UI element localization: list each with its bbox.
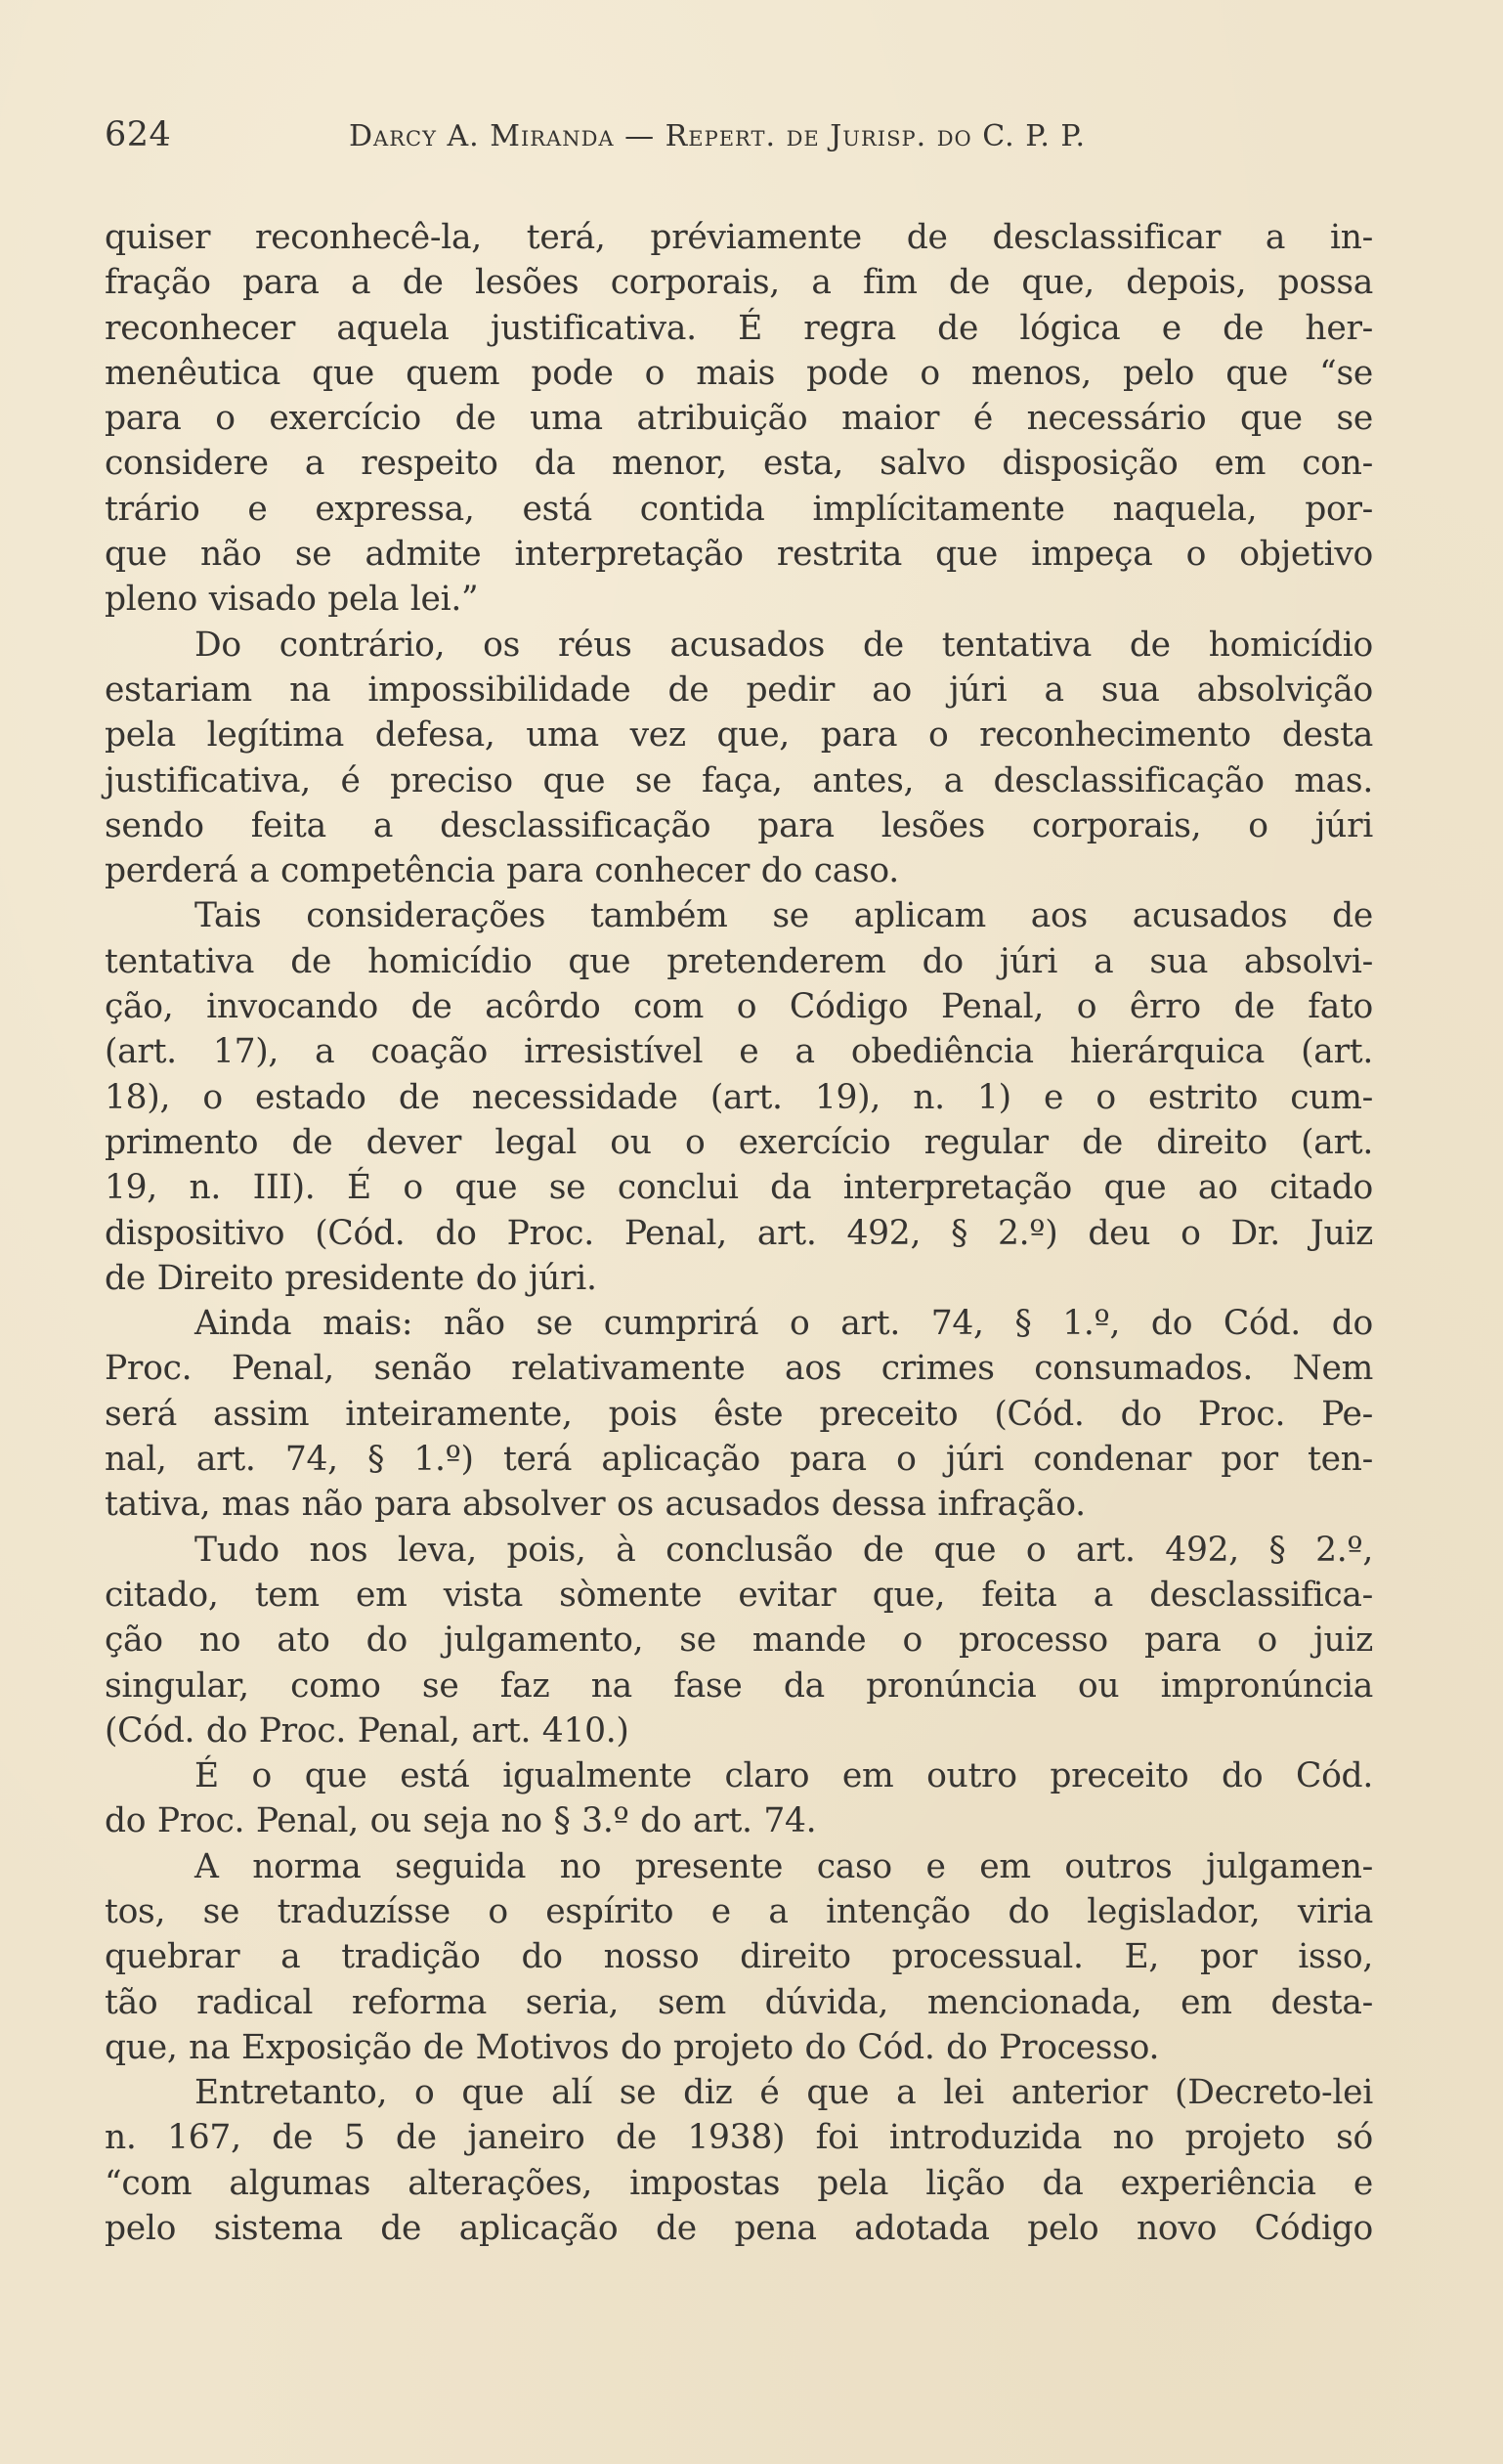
paragraph (105, 1844, 1373, 2070)
text-line: “com algumas alterações, impostas pela lição da experiência e (105, 2163, 1373, 2203)
text-line: pela legítima defesa, uma vez que, para o reconhecimento desta (105, 715, 1373, 756)
text-line: dispositivo (Cód. do Proc. Penal, art. 492, § 2.º) deu o Dr. Juiz (105, 1213, 1373, 1253)
paragraph (105, 1301, 1373, 1527)
text-line: perderá a competência para conhecer do caso. (105, 851, 899, 891)
text-line: primento de dever legal ou o exercício regular de direito (art. (105, 1122, 1373, 1162)
paragraph (105, 623, 1373, 894)
text-line: será assim inteiramente, pois êste preceito (Cód. do Proc. Pe- (105, 1394, 1373, 1434)
text-line: trário e expressa, está contida implícitamente naquela, por- (105, 489, 1373, 529)
body-text (105, 215, 1373, 2251)
text-line: quiser reconhecê-la, terá, préviamente de desclassificar a in- (105, 218, 1373, 257)
text-line: considere a respeito da menor, esta, salvo disposição em con- (105, 444, 1373, 484)
running-title: Darcy A. Miranda — Repert. de Jurisp. do C. P. P. (349, 119, 1087, 153)
text-line: pelo sistema de aplicação de pena adotada pelo novo Código (105, 2209, 1373, 2249)
page-number: 624 (105, 115, 172, 154)
paragraph (105, 2070, 1373, 2251)
text-line: citado, tem em vista sòmente evitar que, feita a desclassifica- (105, 1575, 1373, 1615)
paragraph (105, 215, 1373, 623)
text-line: nal, art. 74, § 1.º) terá aplicação para o júri condenar por ten- (105, 1440, 1373, 1480)
text-line: Tais considerações também se aplicam aos acusados de (194, 896, 1373, 936)
text-line: (art. 17), a coação irresistível e a obediência hierárquica (art. (105, 1032, 1373, 1072)
text-line: 19, n. III). É o que se conclui da interpretação que ao citado (105, 1168, 1373, 1208)
text-line: que, na Exposição de Motivos do projeto do Cód. do Processo. (105, 2027, 1160, 2067)
page (105, 115, 1373, 2251)
text-line: reconhecer aquela justificativa. É regra de lógica e de her- (105, 308, 1373, 348)
text-line: pleno visado pela lei.” (105, 580, 479, 620)
text-line: ção no ato do julgamento, se mande o processo para o juiz (105, 1621, 1373, 1661)
text-line: n. 167, de 5 de janeiro de 1938) foi introduzida no projeto só (105, 2118, 1373, 2158)
text-line: tentativa de homicídio que pretenderem do júri a sua absolvi- (105, 941, 1373, 981)
text-line: ção, invocando de acôrdo com o Código Penal, o êrro de fato (105, 987, 1373, 1027)
text-line: de Direito presidente do júri. (105, 1258, 597, 1298)
text-line: Do contrário, os réus acusados de tentativa de homicídio (194, 625, 1373, 665)
text-line: 18), o estado de necessidade (art. 19), n. 1) e o estrito cum- (105, 1077, 1373, 1117)
text-line: menêutica que quem pode o mais pode o menos, pelo que “se (105, 353, 1373, 393)
text-line: para o exercício de uma atribuição maior é necessário que se (105, 399, 1373, 439)
text-line: estariam na impossibilidade de pedir ao júri a sua absolvição (105, 670, 1373, 710)
text-line: tão radical reforma seria, sem dúvida, mencionada, em desta- (105, 1982, 1373, 2022)
running-head (105, 115, 1373, 160)
text-line: justificativa, é preciso que se faça, antes, a desclassificação mas. (105, 760, 1373, 800)
text-line: singular, como se faz na fase da pronúncia ou impronúncia (105, 1665, 1373, 1706)
text-line: que não se admite interpretação restrita que impeça o objetivo (105, 535, 1373, 575)
text-line: Entretanto, o que alí se diz é que a lei anterior (Decreto-lei (194, 2073, 1373, 2113)
text-line: Ainda mais: não se cumprirá o art. 74, § 1.º, do Cód. do (194, 1304, 1373, 1344)
text-line: Tudo nos leva, pois, à conclusão de que o art. 492, § 2.º, (194, 1530, 1373, 1570)
paragraph (105, 1528, 1373, 1753)
text-line: A norma seguida no presente caso e em outros julgamen- (194, 1846, 1373, 1886)
text-line: sendo feita a desclassificação para lesões corporais, o júri (105, 805, 1373, 845)
text-line: (Cód. do Proc. Penal, art. 410.) (105, 1710, 629, 1751)
text-line: quebrar a tradição do nosso direito processual. E, por isso, (105, 1937, 1373, 1977)
paragraph (105, 893, 1373, 1301)
text-line: do Proc. Penal, ou seja no § 3.º do art. 74. (105, 1801, 817, 1841)
paragraph (105, 1753, 1373, 1844)
text-line: É o que está igualmente claro em outro preceito do Cód. (194, 1756, 1373, 1796)
text-line: tativa, mas não para absolver os acusados dessa infração. (105, 1485, 1086, 1525)
text-line: fração para a de lesões corporais, a fim de que, depois, possa (105, 263, 1373, 303)
text-line: tos, se traduzísse o espírito e a intenção do legislador, viria (105, 1891, 1373, 1931)
text-line: Proc. Penal, senão relativamente aos crimes consumados. Nem (105, 1349, 1373, 1389)
